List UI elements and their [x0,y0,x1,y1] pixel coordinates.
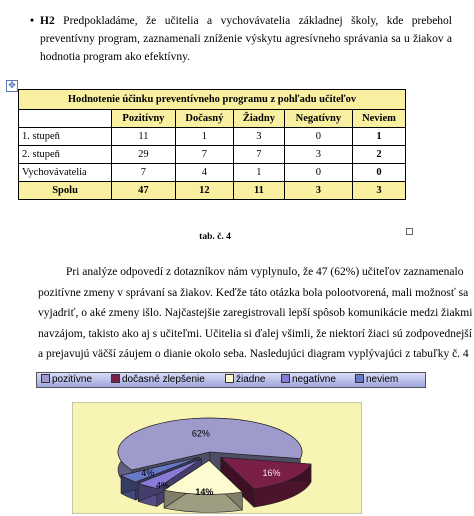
paragraph-line: navzájom, takisto ako aj s učiteľmi. Učitelia si ďalej všimli, že niektorí žiaci sú zodpovednejší [38,327,472,340]
hypothesis-paragraph [30,12,452,66]
bullet: • [30,15,35,27]
legend-item [111,374,205,385]
table-cell: 7 [112,164,176,182]
total-cell: 3 [352,182,405,200]
col-header-ziadny: Žiadny [234,110,285,128]
table-cell: 7 [234,146,285,164]
legend-label: negatívne [292,374,336,385]
col-header-neviem: Neviem [352,110,405,128]
analysis-paragraph [38,262,473,365]
legend-swatch [225,374,234,383]
table-cell: 0 [352,164,405,182]
table-cell: 7 [175,146,233,164]
paragraph-line: pozitívne zmeny v správaní sa žiakov. Keďže táto otázka bola polootvorená, mali možnosť sa [38,286,469,299]
table-row [19,164,406,182]
chart-legend [36,372,426,388]
legend-item [355,374,398,385]
legend-label: neviem [366,374,399,385]
legend-swatch [281,374,290,383]
pie-chart [72,402,362,514]
hypothesis-line-3: a hodnotia program ako efektívny. [40,33,452,63]
row-label: 1. stupeň [19,128,112,146]
legend-label: pozitívne [52,374,93,385]
table-row [19,146,406,164]
col-header-pozitivny: Pozitívny [112,110,176,128]
paragraph-line: Pri analýze odpovedí z dotazníkov nám vyplynulo, že 47 (62%) učiteľov zaznamenalo [66,266,464,278]
hypothesis-line-2: preventívny program, zaznamenali zníženie výskytu agresívneho správania sa u žiakov [40,33,444,45]
header-blank-cell [19,110,112,128]
legend-swatch [111,374,120,383]
paragraph-line: vyjadriť, o aké zmeny išlo. Najčastejšie zaregistrovali lepší spôsob komunikácie medzi žiakmi [38,307,473,319]
pie-data-label: 4% [155,480,169,491]
legend-label: žiadne [236,374,266,385]
legend-label: dočasné zlepšenie [122,374,205,385]
results-table [18,89,406,200]
table-cell: 0 [284,164,352,182]
move-cross-icon[interactable]: ✥ [6,80,18,92]
table-cell: 29 [112,146,176,164]
paragraph-line: a prejavujú väčší záujem o dianie okolo seba. Nasledujúci diagram vyplývajúci z tabuľky č. 4 [38,348,469,360]
col-header-docasny: Dočasný [175,110,233,128]
row-label: 2. stupeň [19,146,112,164]
table-cell: 1 [175,128,233,146]
table-cell: 4 [175,164,233,182]
pie-data-label: 16% [262,468,281,479]
total-cell: 12 [175,182,233,200]
table-total-row [19,182,406,200]
table-row [19,128,406,146]
total-cell: 47 [112,182,176,200]
table-caption: tab. č. 4 [199,232,231,242]
total-cell: 3 [284,182,352,200]
legend-item [225,374,265,385]
table-cell: 0 [284,128,352,146]
row-label: Vychovávatelia [19,164,112,182]
pie-data-label: 14% [195,486,214,497]
legend-item [41,374,92,385]
table-title: Hodnotenie účinku preventívneho programu z pohľadu učiteľov [19,90,406,110]
total-label: Spolu [19,182,112,200]
pie-data-label: 62% [191,428,210,439]
pie-data-label: 4% [141,467,155,478]
legend-item [281,374,336,385]
col-header-negativny: Negatívny [284,110,352,128]
table-cell: 1 [352,128,405,146]
table-cell: 3 [234,128,285,146]
table-cell: 11 [112,128,176,146]
legend-swatch [41,374,50,383]
total-cell: 11 [234,182,285,200]
table-cell: 2 [352,146,405,164]
hypothesis-line-1: Predpokladáme, že učitelia a vychovávatelia základnej školy, kde prebehol [63,15,452,27]
hypothesis-label: H2 [40,15,55,27]
legend-swatch [355,374,364,383]
table-cell: 1 [234,164,285,182]
table-cell: 3 [284,146,352,164]
